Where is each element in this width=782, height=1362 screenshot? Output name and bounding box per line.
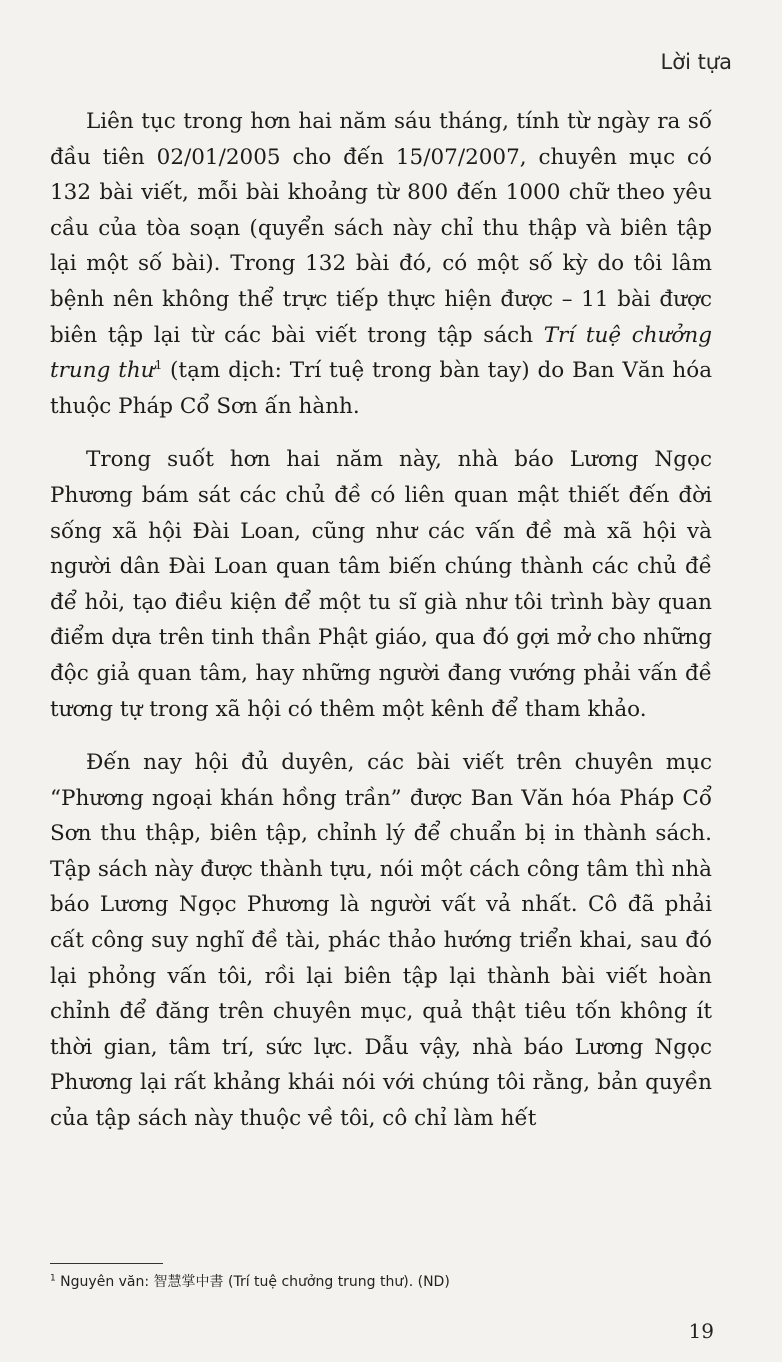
paragraph-1 (50, 104, 712, 424)
body-text (50, 104, 712, 1137)
running-title: Lời tựa (660, 50, 732, 74)
footnote-divider (50, 1263, 163, 1264)
paragraph-1-text-a: Liên tục trong hơn hai năm sáu tháng, tính từ ngày ra số đầu tiên 02/01/2005 cho đến 15/07/2007, chuyên mục có 132 bài viết, mỗi bài khoảng từ 800 đến 1000 chữ theo yêu cầu của tòa soạn (quyển sách này chỉ thu thập và biên tập lại một số bài). Trong 132 bài đó, có một số kỳ do tôi lâm bệnh nên không thể trực tiếp thực hiện được – 11 bài được biên tập lại từ các bài viết trong tập sách (50, 109, 712, 348)
footnote-reference: 1 (154, 358, 163, 372)
footnote-number: 1 (50, 1273, 56, 1284)
page-number: 19 (688, 1319, 714, 1343)
footnote (50, 1271, 740, 1291)
paragraph-1-text-b: (tạm dịch: Trí tuệ trong bàn tay) do Ban Văn hóa thuộc Pháp Cổ Sơn ấn hành. (50, 358, 713, 419)
footnote-text: Nguyên văn: 智慧掌中書 (Trí tuệ chưởng trung thư). (ND) (55, 1274, 450, 1290)
book-title-italic: Trí tuệ chưởng trung thư (50, 322, 712, 384)
paragraph-2: Trong suốt hơn hai năm này, nhà báo Lương Ngọc Phương bám sát các chủ đề có liên quan mật thiết đến đời sống xã hội Đài Loan, cũng như các vấn đề mà xã hội và người dân Đài Loan quan tâm biến chúng thành các chủ đề để hỏi, tạo điều kiện để một tu sĩ già như tôi trình bày quan điểm dựa trên tinh thần Phật giáo, qua đó gợi mở cho những độc giả quan tâm, hay những người đang vướng phải vấn đề tương tự trong xã hội có thêm một kênh để tham khảo. (50, 447, 712, 722)
paragraph-3: Đến nay hội đủ duyên, các bài viết trên chuyên mục “Phương ngoại khán hồng trần” được Ban Văn hóa Pháp Cổ Sơn thu thập, biên tập, chỉnh lý để chuẩn bị in thành sách. Tập sách này được thành tựu, nói một cách công tâm thì nhà báo Lương Ngọc Phương là người vất vả nhất. Cô đã phải cất công suy nghĩ đề tài, phác thảo hướng triển khai, sau đó lại phỏng vấn tôi, rồi lại biên tập lại thành bài viết hoàn chỉnh để đăng trên chuyên mục, quả thật tiêu tốn không ít thời gian, tâm trí, sức lực. Dẫu vậy, nhà báo Lương Ngọc Phương lại rất khảng khái nói với chúng tôi rằng, bản quyền của tập sách này thuộc về tôi, cô chỉ làm hết (50, 750, 712, 1132)
